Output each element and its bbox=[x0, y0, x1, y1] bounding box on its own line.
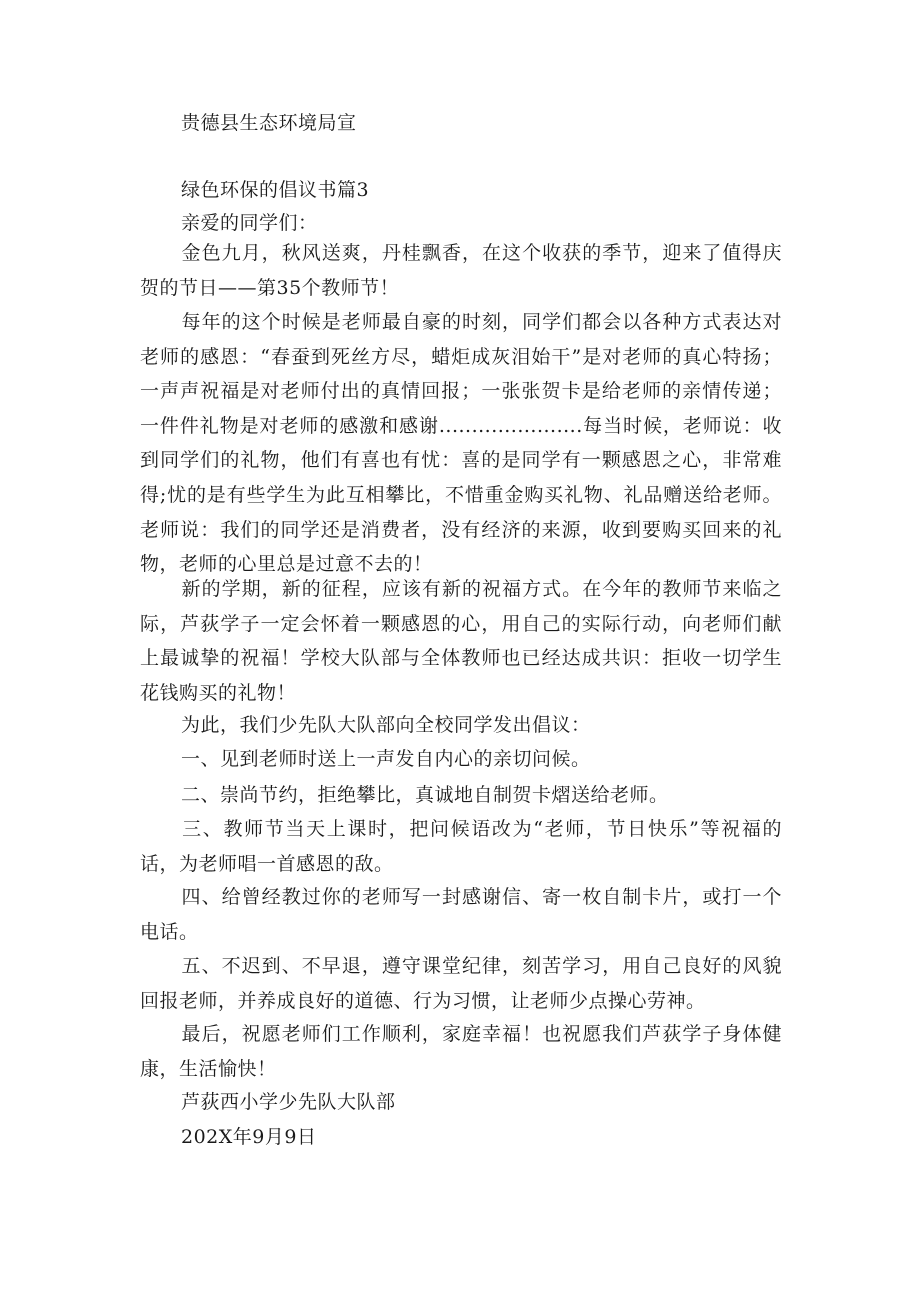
closing-paragraph: 最后，祝愿老师们工作顺利，家庭幸福！也祝愿我们芦荻学子身体健康，生活愉快！ bbox=[140, 1023, 782, 1080]
proposal-item-3: 三、教师节当天上课时，把问候语改为“老师，节日快乐”等祝福的话，为老师唱一首感恩的敌。 bbox=[140, 818, 782, 875]
proposal-item-4: 四、给曾经教过你的老师写一封感谢信、寄一枚自制卡片，或打一个电话。 bbox=[140, 886, 782, 943]
signature-line: 芦荻西小学少先队大队部 bbox=[181, 1091, 396, 1113]
proposal-item-5: 五、不迟到、不早退，遵守课堂纪律，刻苦学习，用自己良好的风貌回报老师，并养成良好的道德、行为习惯，让老师少点操心劳神。 bbox=[140, 955, 782, 1012]
proposal-item-1: 一、见到老师时送上一声发自内心的亲切问候。 bbox=[181, 748, 591, 770]
date-line: 202X年9月9日 bbox=[181, 1126, 317, 1148]
paragraph-3: 新的学期，新的征程，应该有新的祝福方式。在今年的教师节来临之际，芦荻学子一定会怀着一颗感恩的心，用自己的实际行动，向老师们献上最诚挚的祝福！学校大队部与全体教师也已经达成共识：拒收一切学生花钱购买的礼物！ bbox=[140, 578, 782, 704]
paragraph-4: 为此，我们少先队大队部向全校同学发出倡议： bbox=[181, 714, 591, 736]
header-signature: 贵德县生态环境局宣 bbox=[181, 112, 357, 134]
paragraph-1: 金色九月，秋风送爽，丹桂飘香，在这个收获的季节，迎来了值得庆贺的节日——第35个教师节！ bbox=[140, 242, 782, 299]
paragraph-2: 每年的这个时候是老师最自豪的时刻，同学们都会以各种方式表达对老师的感恩：“春蚕到死丝方尽，蜡炬成灰泪始干”是对老师的真心特扬；一声声祝福是对老师付出的真情回报；一张张贺卡是给老师的亲情传递；一件件礼物是对老师的感激和感谢......................每当时候，老师说：收到同学们的礼物，他们有喜也有忧：喜的是同学有一颗感恩之心，非常难得;忧的是有些学生为此互相攀比，不惜重金购买礼物、礼品赠送给老师。老师说：我们的同学还是消费者，没有经济的来源，收到要购买回来的礼物，老师的心里总是过意不去的！ bbox=[140, 311, 782, 576]
section-title: 绿色环保的倡议书篇3 bbox=[181, 179, 370, 201]
proposal-item-2: 二、崇尚节约，拒绝攀比，真诚地自制贺卡熠送给老师。 bbox=[181, 784, 669, 806]
salutation: 亲爱的同学们： bbox=[181, 212, 318, 234]
